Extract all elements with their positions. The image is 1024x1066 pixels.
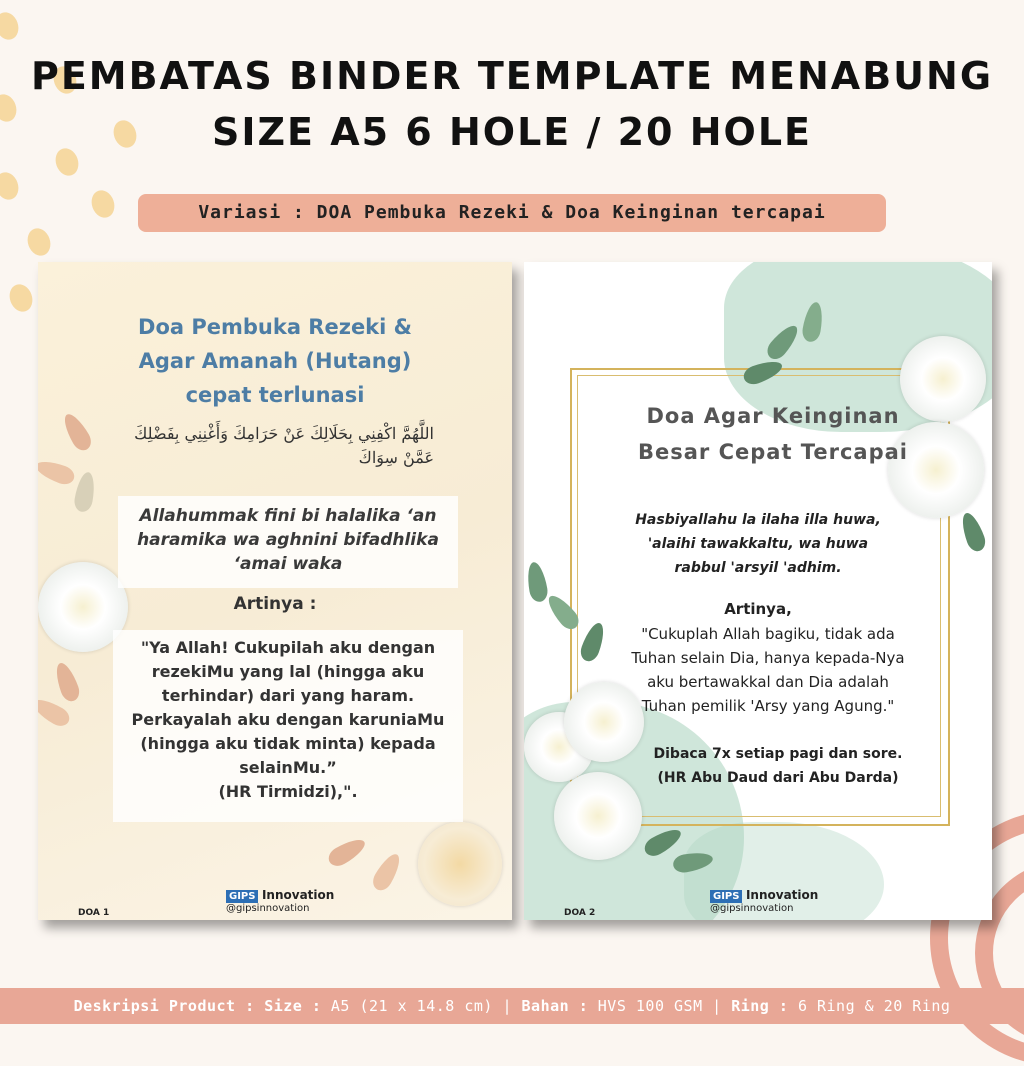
card1-title bbox=[38, 310, 512, 412]
card1-artinya-label: Artinya : bbox=[233, 594, 317, 614]
leaf-decor bbox=[525, 561, 550, 604]
card1-latin-line3: ‘amai waka bbox=[233, 554, 343, 574]
card2-note-line1: Dibaca 7x setiap pagi dan sore. bbox=[653, 746, 903, 762]
card2-label: DOA 2 bbox=[564, 908, 596, 918]
brand-name: Innovation bbox=[261, 888, 335, 902]
card1-meaning-line6: selainMu.” bbox=[239, 758, 337, 777]
material-key: Bahan : bbox=[521, 997, 589, 1015]
card2-title-line2: Besar Cepat Tercapai bbox=[638, 440, 908, 464]
decor-dot bbox=[88, 187, 118, 221]
leaf-decor bbox=[73, 471, 98, 514]
decor-dot bbox=[6, 281, 36, 315]
card2-note bbox=[604, 742, 952, 790]
card1-latin-panel bbox=[118, 496, 458, 588]
page-title-line1: PEMBATAS BINDER TEMPLATE MENABUNG bbox=[30, 54, 994, 98]
card1-meaning-line5: (hingga aku tidak minta) kepada bbox=[140, 734, 436, 753]
card1-title-line1: Doa Pembuka Rezeki & bbox=[138, 315, 412, 339]
card1-meaning-line4: Perkayalah aku dengan karuniaMu bbox=[131, 710, 445, 729]
page-title-line2: SIZE A5 6 HOLE / 20 HOLE bbox=[211, 110, 812, 154]
decor-dot bbox=[0, 169, 22, 203]
ring-key: Ring : bbox=[731, 997, 789, 1015]
card1-brand-logo bbox=[226, 888, 334, 914]
decor-dot bbox=[24, 225, 54, 259]
leaf-decor bbox=[325, 834, 369, 870]
brand-handle: @gipsinnovation bbox=[710, 903, 794, 914]
leaf-decor bbox=[59, 410, 95, 454]
leaf-decor bbox=[38, 457, 77, 488]
card1-latin-line1: Allahummak fini bi halalika ‘an bbox=[139, 506, 437, 526]
card2-note-line2: (HR Abu Daud dari Abu Darda) bbox=[657, 770, 899, 786]
size-key: Size : bbox=[264, 997, 322, 1015]
flower-decor bbox=[418, 822, 502, 906]
card2-meaning-line3: aku bertawakkal dan Dia adalah bbox=[647, 673, 889, 691]
brand-box: GIPS bbox=[226, 890, 258, 903]
card1-latin-line2: haramika wa aghnini bifadhlika bbox=[137, 530, 439, 550]
card1-meaning-line2: rezekiMu yang lal (hingga aku bbox=[151, 662, 425, 681]
variant-banner: Variasi : DOA Pembuka Rezeki & Doa Keinginan tercapai bbox=[138, 194, 886, 232]
card1-meaning-line3: terhindar) dari yang haram. bbox=[161, 686, 415, 705]
leaf-decor bbox=[958, 510, 989, 554]
product-description-bar bbox=[0, 988, 1024, 1024]
card1-meaning-line1: "Ya Allah! Cukupilah aku dengan bbox=[140, 638, 436, 657]
card1-title-line3: cepat terlunasi bbox=[185, 383, 365, 407]
desc-key: Deskripsi Product : bbox=[73, 997, 255, 1015]
brand-box: GIPS bbox=[710, 890, 742, 903]
brand-name: Innovation bbox=[745, 888, 819, 902]
card2-meaning-line2: Tuhan selain Dia, hanya kepada-Nya bbox=[631, 649, 905, 667]
card1-arabic-text: اللَّهُمَّ اكْفِنِي بِحَلَالِكَ عَنْ حَرَامِكَ وَأَغْنِنِي بِفَضْلِكَ عَمَّنْ سِوَاكَ bbox=[134, 424, 434, 467]
leaf-decor bbox=[369, 850, 405, 894]
bookmark-card-doa-1 bbox=[38, 262, 512, 920]
card2-latin-line1: Hasbiyallahu la ilaha illa huwa, bbox=[635, 512, 881, 528]
card2-title bbox=[614, 398, 932, 470]
material-value: HVS 100 GSM | bbox=[597, 997, 722, 1015]
card2-brand-logo bbox=[710, 888, 818, 914]
leaf-decor bbox=[52, 660, 83, 704]
card2-latin-line2: 'alaihi tawakkaltu, wa huwa bbox=[647, 536, 869, 552]
card2-meaning-line1: "Cukuplah Allah bagiku, tidak ada bbox=[641, 625, 895, 643]
card1-label: DOA 1 bbox=[78, 908, 110, 918]
size-value: A5 (21 x 14.8 cm) | bbox=[330, 997, 512, 1015]
decor-dot bbox=[0, 9, 22, 43]
card2-latin bbox=[604, 508, 912, 580]
bookmark-card-doa-2 bbox=[524, 262, 992, 920]
card2-title-line1: Doa Agar Keinginan bbox=[646, 404, 900, 428]
brand-handle: @gipsinnovation bbox=[226, 903, 310, 914]
card1-title-line2: Agar Amanah (Hutang) bbox=[138, 349, 412, 373]
card2-meaning bbox=[604, 622, 932, 718]
card2-meaning-line4: Tuhan pemilik 'Arsy yang Agung." bbox=[641, 697, 895, 715]
card1-meaning-line7: (HR Tirmidzi),". bbox=[218, 782, 358, 801]
ring-value: 6 Ring & 20 Ring bbox=[797, 997, 951, 1015]
card1-meaning-panel bbox=[113, 630, 463, 822]
card2-artinya-label: Artinya, bbox=[724, 600, 792, 618]
card2-latin-line3: rabbul 'arsyil 'adhim. bbox=[674, 560, 842, 576]
